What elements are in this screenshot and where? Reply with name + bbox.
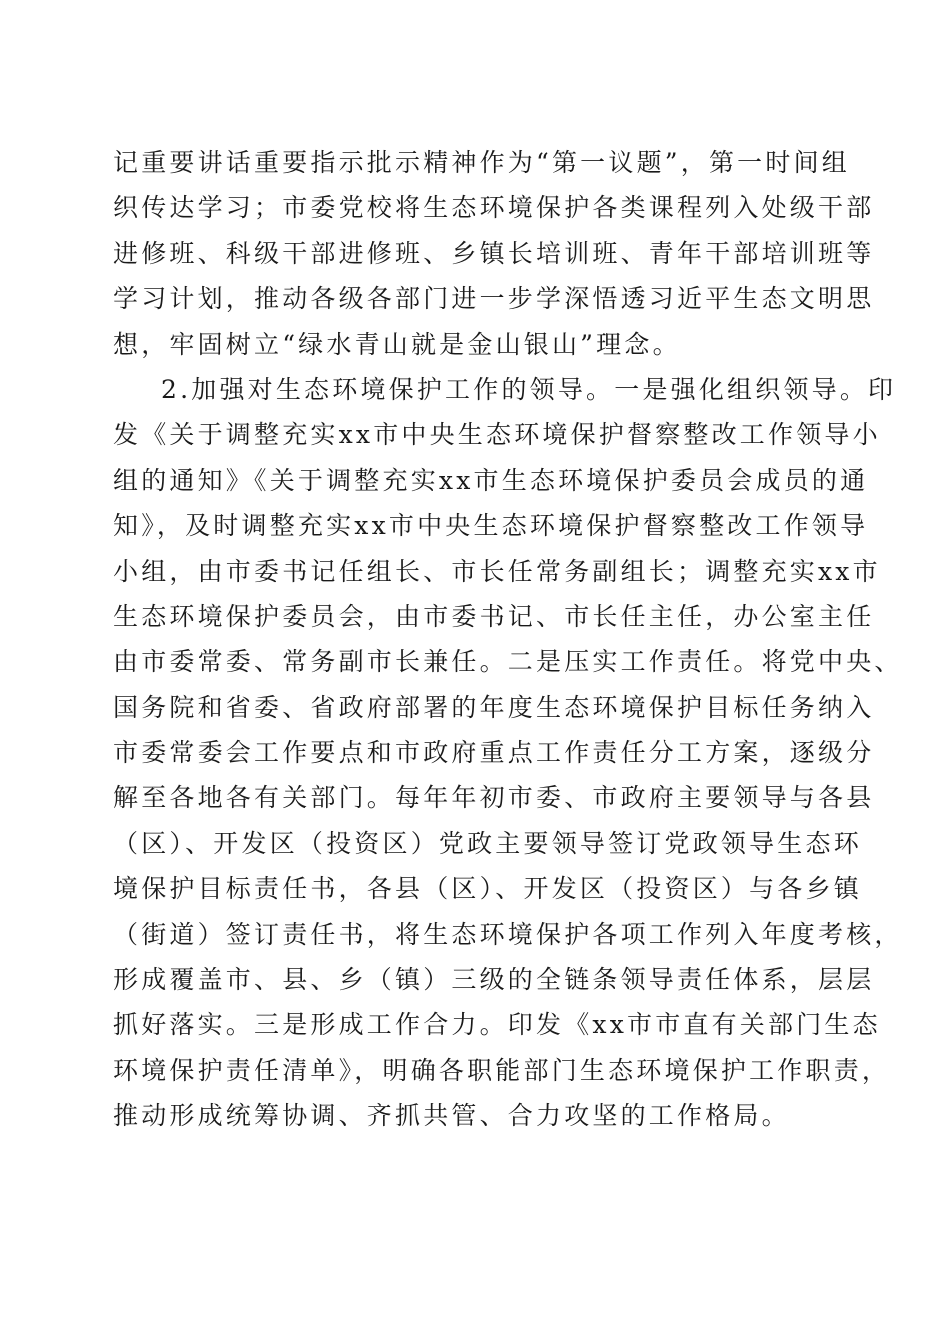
- paragraph-line: 解至各地各有关部门。每年年初市委、市政府主要领导与各县: [113, 783, 875, 813]
- paragraph-line: 由市委常委、常务副市长兼任。二是压实工作责任。将党中央、: [113, 647, 903, 677]
- paragraph-line: 知》，及时调整充实xx市中央生态环境保护督察整改工作领导: [113, 511, 869, 541]
- paragraph-line: 织传达学习；市委党校将生态环境保护各类课程列入处级干部: [113, 193, 875, 223]
- paragraph-line: 想，牢固树立“绿水青山就是金山银山”理念。: [113, 329, 681, 359]
- paragraph-line: 形成覆盖市、县、乡（镇）三级的全链条领导责任体系，层层: [113, 965, 875, 995]
- paragraph-line: 抓好落实。三是形成工作合力。印发《xx市市直有关部门生态: [113, 1010, 881, 1040]
- document-body: [113, 140, 903, 1139]
- paragraph-1: [113, 140, 875, 367]
- paragraph-line: 学习计划，推动各级各部门进一步学深悟透习近平生态文明思: [113, 284, 875, 314]
- paragraph-line: 小组，由市委书记任组长、市长任常务副组长；调整充实xx市: [113, 556, 881, 586]
- paragraph-line: 组的通知》《关于调整充实xx市生态环境保护委员会成员的通: [113, 465, 869, 495]
- paragraph-line: 市委常委会工作要点和市政府重点工作责任分工方案，逐级分: [113, 738, 875, 768]
- paragraph-2: [113, 367, 903, 1139]
- paragraph-line: （区）、开发区（投资区）党政主要领导签订党政领导生态环: [113, 828, 862, 858]
- paragraph-line: 进修班、科级干部进修班、乡镇长培训班、青年干部培训班等: [113, 238, 875, 268]
- paragraph-line: 2.加强对生态环境保护工作的领导。一是强化组织领导。印: [161, 374, 897, 404]
- paragraph-line: 发《关于调整充实xx市中央生态环境保护督察整改工作领导小: [113, 420, 881, 450]
- paragraph-line: （街道）签订责任书，将生态环境保护各项工作列入年度考核，: [113, 919, 903, 949]
- paragraph-line: 记重要讲话重要指示批示精神作为“第一议题”，第一时间组: [113, 148, 850, 177]
- paragraph-line: 推动形成统筹协调、齐抓共管、合力攻坚的工作格局。: [113, 1101, 790, 1131]
- paragraph-line: 境保护目标责任书，各县（区）、开发区（投资区）与各乡镇: [113, 874, 862, 904]
- paragraph-line: 环境保护责任清单》，明确各职能部门生态环境保护工作职责，: [113, 1055, 891, 1085]
- paragraph-line: 生态环境保护委员会，由市委书记、市长任主任，办公室主任: [113, 601, 875, 631]
- paragraph-line: 国务院和省委、省政府部署的年度生态环境保护目标任务纳入: [113, 692, 875, 722]
